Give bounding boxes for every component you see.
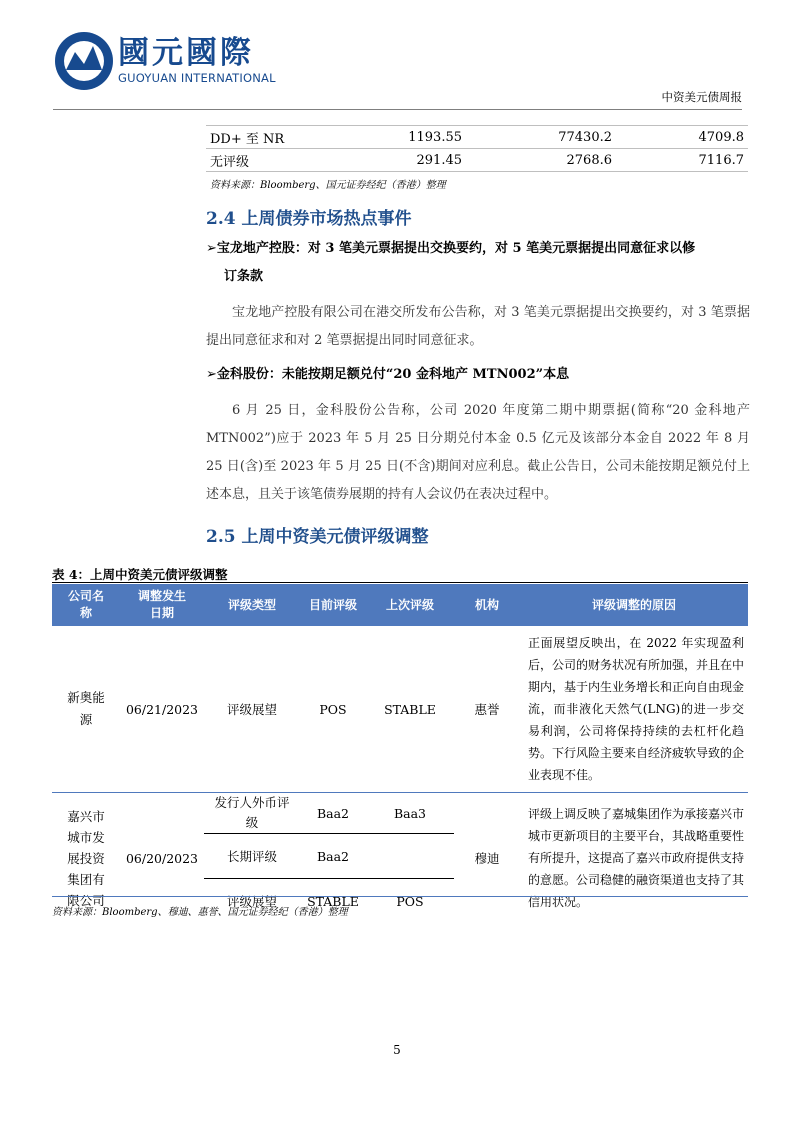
- bullet-arrow-icon: ➢: [206, 241, 217, 256]
- previous-rating: POS: [396, 893, 424, 909]
- header-agency: 机构: [454, 584, 520, 626]
- row-label: DD+ 至 NR: [206, 126, 376, 149]
- cell-value: 1193.55: [376, 126, 466, 149]
- cell-value: 4709.8: [616, 126, 748, 149]
- adjust-reason: 正面展望反映出，在 2022 年实现盈利后，公司的财务状况有所加强，并且在中期内，基于内生业务增长和正向自由现金流，而非液化天然气(LNG)的进一步交易利润，公司将保持持续的去杠杆化趋势。下行风险主要来自经济疲软导致的企业表现不佳。: [520, 626, 748, 793]
- brand-name-en: GUOYUAN INTERNATIONAL: [118, 71, 276, 85]
- header-divider: [53, 109, 742, 110]
- table-row: [52, 793, 748, 834]
- table-source-note: 资料来源：Bloomberg、国元证券经纪（香港）整理: [210, 180, 446, 191]
- rating-agency: 穆迪: [474, 851, 500, 866]
- rating-type: 长期评级: [204, 834, 300, 879]
- cell-value: 2768.6: [466, 149, 616, 172]
- current-rating: STABLE: [307, 893, 359, 909]
- section-title-2-4: 2.4 上周债券市场热点事件: [206, 209, 412, 229]
- adjust-date: 06/20/2023: [125, 850, 199, 866]
- header-reason: 评级调整的原因: [520, 584, 748, 626]
- page-number: 5: [393, 1043, 401, 1057]
- section-title-2-5: 2.5 上周中资美元债评级调整: [206, 527, 429, 547]
- row-label: 无评级: [206, 149, 376, 172]
- cell-value: 7116.7: [616, 149, 748, 172]
- header-previous: 上次评级: [366, 584, 454, 626]
- rating-agency: 惠誉: [454, 626, 520, 793]
- guoyuan-logo-icon: [53, 30, 115, 92]
- event-heading-jinke: ➢金科股份：未能按期足额兑付“20 金科地产 MTN002”本息: [206, 367, 570, 382]
- previous-rating: [366, 834, 454, 879]
- report-name: 中资美元债周报: [661, 90, 742, 104]
- table-source-note: 资料来源：Bloomberg、穆迪、惠誉、国元证券经纪（香港）整理: [52, 907, 348, 918]
- current-rating: Baa2: [300, 793, 366, 834]
- rating-adjustment-table: [52, 584, 748, 923]
- adjust-reason: 评级上调反映了嘉城集团作为承接嘉兴市城市更新项目的主要平台，其战略重要性有所提升，这提高了嘉兴市政府提供支持的意愿。公司稳健的融资渠道也支持了其信用状况。: [528, 807, 745, 909]
- rating-type: 发行人外币评级: [204, 793, 300, 834]
- adjust-date: 06/21/2023: [120, 626, 204, 793]
- event-heading-powerlong: ➢宝龙地产控股：对 3 笔美元票据提出交换要约，对 5 笔美元票据提出同意征求以修 订条款: [206, 241, 696, 284]
- table-top-rule: [52, 582, 748, 583]
- table-bottom-rule: [52, 896, 748, 897]
- table-row: [52, 626, 748, 793]
- previous-rating: STABLE: [366, 626, 454, 793]
- brand-name-cn: 國元國際: [118, 35, 254, 71]
- bullet-arrow-icon: ➢: [206, 367, 217, 382]
- table-header-row: [52, 584, 748, 626]
- cell-value: 77430.2: [466, 126, 616, 149]
- table-row: [206, 149, 748, 172]
- company-name: 新奥能源: [52, 626, 120, 793]
- current-rating: Baa2: [300, 834, 366, 879]
- previous-rating: Baa3: [393, 805, 427, 821]
- table-caption: 表 4：上周中资美元债评级调整: [52, 567, 228, 582]
- header-type: 评级类型: [204, 584, 300, 626]
- current-rating: POS: [300, 626, 366, 793]
- event-body-jinke: 6 月 25 日，金科股份公告称，公司 2020 年度第二期中期票据(简称“20 金科地产 MTN002”)应于 2023 年 5 月 25 日分期兑付本金 0.5 亿元及该部分本金自 2022 年 8 月 25 日(含)至 2023 年 5 月 25 日(不含)期间对应利息。截止公告日，公司未能按期足额兑付上述本息，且关于该笔债券展期的持有人会议仍在表决过程中。: [206, 403, 750, 502]
- company-name: 嘉兴市城市发展投资集团有限公司: [67, 808, 105, 908]
- header-current: 目前评级: [300, 584, 366, 626]
- cell-value: 291.45: [376, 149, 466, 172]
- table-row: [206, 126, 748, 149]
- rating-type: 评级展望: [204, 626, 300, 793]
- rating-type: 评级展望: [226, 894, 277, 909]
- rating-distribution-table: [206, 125, 748, 172]
- header-company: 公司名称: [52, 584, 120, 626]
- event-body-powerlong: 宝龙地产控股有限公司在港交所发布公告称，对 3 笔美元票据提出交换要约，对 3 笔票据提出同意征求和对 2 笔票据提出同时同意征求。: [206, 305, 750, 348]
- header-date: 调整发生日期: [120, 584, 204, 626]
